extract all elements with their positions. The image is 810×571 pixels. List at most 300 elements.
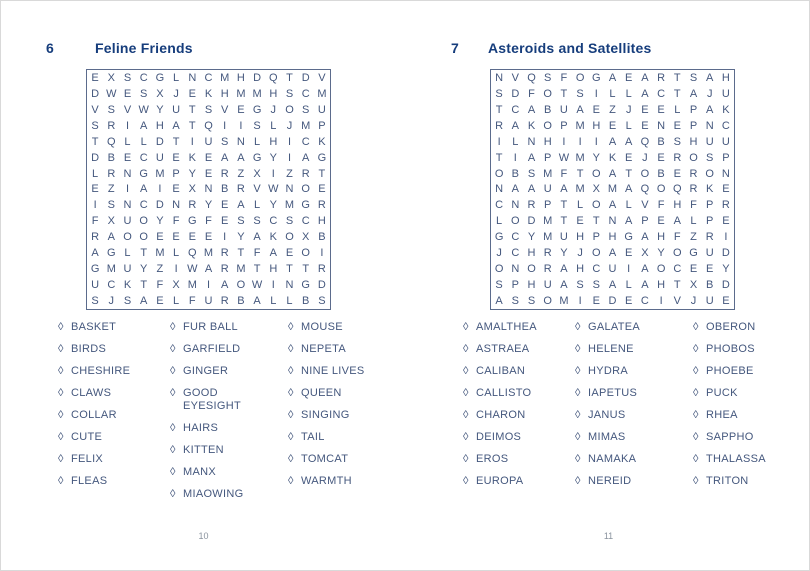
grid-letter: I [659,295,663,308]
grid-letter: N [285,183,294,196]
word-label: HYDRA [588,365,629,377]
grid-letter: V [253,183,261,196]
grid-letter: L [270,119,277,132]
word-label: FLEAS [71,475,108,487]
grid-letter: H [576,263,585,276]
grid-letter: H [269,87,278,100]
grid-letter: A [706,71,714,84]
grid-letter: O [575,71,585,84]
grid-letter: U [559,103,568,116]
grid-letter: R [721,199,730,212]
grid-letter: P [318,119,326,132]
grid-letter: U [172,103,181,116]
grid-letter: E [156,231,164,244]
grid-letter: H [236,71,245,84]
grid-letter: A [560,263,568,276]
grid-letter: R [495,119,504,132]
grid-letter: Y [269,199,277,212]
word-label: NINE LIVES [301,365,365,377]
grid-letter: M [543,215,553,228]
word-label: BASKET [71,321,117,333]
diamond-bullet-icon: ◊ [575,343,581,355]
grid-letter: E [318,183,326,196]
diamond-bullet-icon: ◊ [170,466,176,478]
word-label: IAPETUS [588,387,638,399]
grid-letter: R [107,119,116,132]
word-item [58,387,166,400]
word-column [288,321,396,497]
grid-letter: S [123,295,132,308]
word-label: MANX [183,466,216,478]
grid-letter: N [236,135,245,148]
word-item [170,488,278,501]
grid-letter: L [625,119,632,132]
word-item [58,365,166,378]
word-label: EROS [476,453,509,465]
grid-letter: A [527,151,536,164]
grid-letter: S [253,215,261,228]
grid-letter: M [575,119,585,132]
grid-letter: A [172,119,180,132]
diamond-bullet-icon: ◊ [575,387,581,399]
grid-letter: L [173,247,180,260]
grid-letter: G [317,151,327,164]
puzzle-number: 6 [46,40,54,56]
grid-letter: F [560,167,568,180]
grid-letter: P [689,103,698,116]
grid-letter: T [237,247,245,260]
grid-letter: Y [156,103,164,116]
diamond-bullet-icon: ◊ [58,343,64,355]
grid-letter: L [625,279,632,292]
grid-letter: T [286,263,293,276]
grid-letter: E [625,151,633,164]
grid-letter: U [543,183,552,196]
word-item [170,365,278,378]
grid-letter: S [527,167,536,180]
grid-letter: T [560,215,568,228]
grid-letter: E [657,215,665,228]
page-right [406,1,810,571]
grid-letter: P [689,119,698,132]
grid-letter: P [544,151,552,164]
word-column [693,321,801,497]
grid-letter: E [625,247,633,260]
grid-letter: Y [188,167,196,180]
grid-letter: F [188,295,196,308]
grid-letter: E [172,151,180,164]
grid-letter: N [495,183,504,196]
grid-letter: A [641,87,649,100]
grid-letter: L [173,295,180,308]
grid-letter: A [608,167,617,180]
word-column [575,321,683,497]
grid-letter: R [705,231,714,244]
grid-letter: G [139,167,148,180]
grid-letter: G [252,151,262,164]
word-item [575,343,683,356]
grid-letter: H [543,135,552,148]
grid-letter: K [188,151,196,164]
grid-letter: S [576,279,584,292]
grid-letter: I [497,135,501,148]
grid-letter: H [576,231,585,244]
grid-letter: C [301,215,310,228]
grid-letter: C [511,103,520,116]
grid-letter: A [641,279,649,292]
grid-letter: Z [609,103,616,116]
word-item [463,321,571,334]
grid-letter: J [690,295,697,308]
grid-letter: C [673,263,682,276]
grid-letter: S [204,103,213,116]
grid-letter: H [657,231,666,244]
grid-letter: W [268,183,279,196]
word-label: CALLISTO [476,387,532,399]
grid-letter: R [689,167,698,180]
grid-letter: K [123,279,132,292]
grid-letter: G [689,247,698,260]
grid-letter: D [91,87,100,100]
grid-letter: A [91,247,99,260]
grid-letter: N [285,279,294,292]
grid-letter: S [107,199,115,212]
grid-letter: L [512,135,519,148]
grid-letter: R [317,263,326,276]
grid-letter: N [188,71,197,84]
grid-letter: E [123,87,132,100]
word-label: MIAOWING [183,488,244,500]
grid-letter: A [608,279,617,292]
grid-letter: O [656,263,666,276]
grid-letter: D [608,295,617,308]
grid-letter: T [172,135,180,148]
word-label: PHOEBE [706,365,754,377]
word-label: AMALTHEA [476,321,537,333]
diamond-bullet-icon: ◊ [170,422,176,434]
grid-letter: M [575,151,585,164]
grid-letter: E [673,167,681,180]
grid-letter: A [140,183,148,196]
grid-letter: S [511,295,519,308]
word-item [463,387,571,400]
grid-letter: Y [527,231,536,244]
grid-letter: X [253,167,261,180]
grid-letter: I [125,119,130,132]
grid-letter: E [608,119,617,132]
grid-letter: S [576,87,584,100]
word-item [58,453,166,466]
word-item [463,409,571,422]
grid-letter: L [124,135,131,148]
grid-letter: E [722,183,730,196]
grid-letter: U [705,295,714,308]
grid-letter: I [158,183,162,196]
grid-letter: K [722,103,730,116]
grid-letter: C [139,151,148,164]
grid-letter: H [689,135,698,148]
grid-letter: E [188,231,196,244]
grid-letter: I [125,183,130,196]
grid-letter: V [318,71,326,84]
grid-letter: B [237,295,245,308]
grid-letter: S [123,71,132,84]
grid-letter: D [155,199,164,212]
grid-letter: M [236,263,246,276]
grid-letter: C [204,71,213,84]
grid-letter: R [107,167,116,180]
word-label: MIMAS [588,431,626,443]
grid-letter: I [578,135,582,148]
grid-letter: C [107,279,116,292]
grid-letter: A [641,71,649,84]
grid-letter: E [722,295,730,308]
grid-letter: B [511,167,519,180]
grid-letter: G [188,215,197,228]
grid-letter: I [206,279,211,292]
grid-letter: T [576,167,584,180]
diamond-bullet-icon: ◊ [58,365,64,377]
grid-letter: I [287,151,292,164]
grid-letter: O [656,183,666,196]
diamond-bullet-icon: ◊ [693,365,699,377]
grid-letter: L [690,215,697,228]
wordsearch-grid [86,69,331,310]
word-item [170,444,278,457]
diamond-bullet-icon: ◊ [288,321,294,333]
word-label: QUEEN [301,387,342,399]
grid-letter: O [689,151,698,164]
grid-letter: G [107,247,116,260]
diamond-bullet-icon: ◊ [170,444,176,456]
grid-letter: C [269,215,278,228]
grid-letter: R [657,71,666,84]
grid-letter: O [705,167,714,180]
grid-letter: Y [657,247,665,260]
word-item [288,453,396,466]
diamond-bullet-icon: ◊ [463,453,469,465]
grid-letter: P [511,279,519,292]
grid-letter: L [92,167,99,180]
grid-letter: O [640,167,650,180]
grid-letter: J [577,247,583,260]
grid-letter: A [253,295,261,308]
word-label: DEIMOS [476,431,522,443]
grid-letter: A [495,295,503,308]
grid-letter: C [139,71,148,84]
grid-letter: O [139,231,148,244]
diamond-bullet-icon: ◊ [693,475,699,487]
grid-letter: E [188,87,196,100]
grid-letter: E [221,199,229,212]
grid-letter: A [204,263,213,276]
grid-letter: U [123,263,132,276]
grid-letter: L [173,71,180,84]
grid-letter: U [608,263,617,276]
grid-letter: U [721,135,730,148]
grid-letter: U [317,103,326,116]
word-item [693,475,801,488]
grid-letter: T [253,263,261,276]
grid-letter: Q [204,119,213,132]
grid-letter: I [93,199,97,212]
grid-letter: L [286,295,293,308]
grid-letter: L [254,135,261,148]
grid-letter: H [527,279,536,292]
grid-letter: J [173,87,179,100]
grid-letter: E [285,247,294,260]
word-column [58,321,166,497]
word-item [288,321,396,334]
grid-letter: E [91,183,99,196]
grid-letter: O [592,247,601,260]
grid-letter: D [317,279,326,292]
word-item [58,409,166,422]
grid-letter: V [641,199,649,212]
grid-letter: F [657,199,665,212]
grid-letter: Y [204,199,213,212]
grid-letter: J [625,103,632,116]
grid-letter: A [608,199,617,212]
word-item [288,365,396,378]
grid-letter: X [302,231,310,244]
grid-letter: U [123,215,132,228]
grid-letter: B [107,151,115,164]
grid-letter: Q [107,135,116,148]
grid-letter: L [625,199,632,212]
word-item [575,475,683,488]
grid-letter: X [107,71,115,84]
grid-letter: R [301,167,310,180]
diamond-bullet-icon: ◊ [575,365,581,377]
puzzle-title: Asteroids and Satellites [488,40,652,56]
grid-letter: X [641,247,649,260]
grid-letter: R [220,263,229,276]
grid-letter: F [172,215,180,228]
word-item [693,409,801,422]
puzzle-number: 7 [451,40,459,56]
grid-letter: M [607,183,618,196]
grid-letter: C [301,135,310,148]
word-label: NEREID [588,475,632,487]
grid-letter: A [140,295,148,308]
grid-letter: H [269,135,278,148]
grid-letter: U [705,135,714,148]
word-label: GOOD EYESIGHT [183,387,242,412]
grid-letter: R [236,183,245,196]
grid-letter: O [543,119,552,132]
diamond-bullet-icon: ◊ [58,453,64,465]
grid-letter: A [625,215,633,228]
word-label: NEPETA [301,343,346,355]
grid-letter: O [592,167,601,180]
grid-letter: R [220,167,229,180]
grid-letter: G [592,71,601,84]
grid-letter: O [285,231,294,244]
diamond-bullet-icon: ◊ [693,431,699,443]
grid-letter: C [301,87,310,100]
grid-letter: P [544,199,552,212]
grid-letter: E [204,167,213,180]
diamond-bullet-icon: ◊ [463,431,469,443]
grid-letter: M [301,119,311,132]
grid-letter: O [543,87,552,100]
grid-letter: W [187,263,198,276]
grid-letter: K [269,231,277,244]
grid-letter: L [254,199,261,212]
grid-letter: K [204,87,213,100]
grid-letter: E [657,151,665,164]
grid-letter: N [657,119,666,132]
diamond-bullet-icon: ◊ [575,475,581,487]
word-label: TOMCAT [301,453,349,465]
grid-letter: Q [527,71,536,84]
word-label: WARMTH [301,475,352,487]
grid-letter: S [495,87,503,100]
diamond-bullet-icon: ◊ [170,488,176,500]
grid-letter: P [641,215,649,228]
grid-letter: D [721,279,730,292]
grid-letter: S [140,87,148,100]
grid-letter: E [722,215,730,228]
grid-letter: L [625,87,632,100]
grid-letter: T [560,199,568,212]
grid-letter: X [188,183,196,196]
grid-letter: H [657,279,666,292]
grid-letter: A [511,183,519,196]
diamond-bullet-icon: ◊ [288,431,294,443]
grid-letter: M [252,87,262,100]
grid-letter: M [187,279,197,292]
grid-letter: C [139,199,148,212]
grid-letter: J [270,103,277,116]
diamond-bullet-icon: ◊ [693,321,699,333]
word-label: COLLAR [71,409,117,421]
grid-letter: H [220,87,229,100]
grid-letter: U [91,279,100,292]
grid-letter: E [91,71,99,84]
grid-letter: F [560,71,568,84]
word-label: CUTE [71,431,103,443]
grid-letter: P [722,151,730,164]
word-list [1,321,406,511]
grid-letter: V [221,103,229,116]
grid-letter: M [559,295,569,308]
grid-letter: U [204,295,213,308]
grid-letter: P [560,119,568,132]
grid-letter: T [673,279,681,292]
grid-letter: I [594,87,598,100]
grid-letter: U [559,231,568,244]
grid-letter: E [123,151,132,164]
word-label: MOUSE [301,321,343,333]
grid-letter: S [527,295,536,308]
grid-letter: M [543,167,553,180]
grid-letter: X [107,215,115,228]
grid-letter: O [527,263,536,276]
grid-letter: R [188,199,197,212]
grid-letter: B [544,103,552,116]
grid-letter: Y [156,215,164,228]
grid-letter: M [317,87,327,100]
grid-letter: J [286,119,293,132]
grid-letter: A [560,183,568,196]
grid-letter: I [174,263,178,276]
grid-letter: F [156,279,164,292]
grid-letter: H [721,71,730,84]
grid-letter: J [496,247,502,260]
grid-letter: E [625,295,633,308]
